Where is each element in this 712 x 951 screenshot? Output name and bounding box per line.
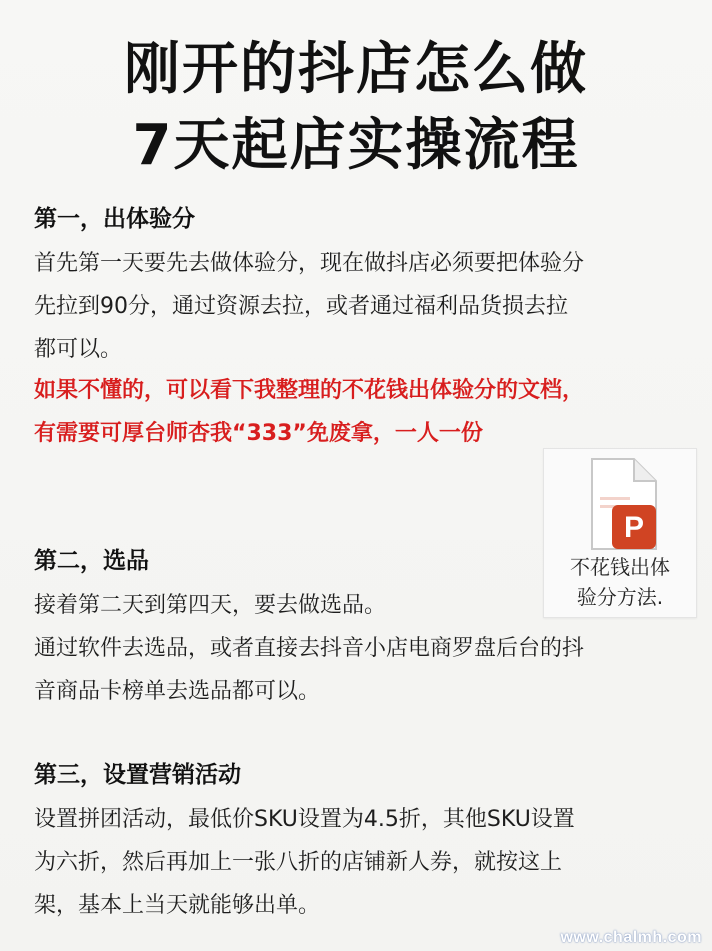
site-watermark: www.chalmh.com <box>560 929 702 946</box>
attachment-name-line2: 验分方法. <box>576 585 664 609</box>
attachment-file-card[interactable] <box>543 448 697 618</box>
section1-line-3: 都可以。 <box>34 337 123 362</box>
powerpoint-letter: P <box>623 511 645 544</box>
section-heading-experience-score: 第一，出体验分 <box>34 206 195 232</box>
section3-line-1: 设置拼团活动，最低价SKU设置为4.5折，其他SKU设置 <box>34 807 575 832</box>
section1-line-1: 首先第一天要先去做体验分，现在做抖店必须要把体验分 <box>34 251 585 276</box>
section2-line-1: 接着第二天到第四天，要去做选品。 <box>34 593 387 618</box>
powerpoint-file-icon <box>582 457 662 553</box>
section1-line-2: 先拉到90分，通过资源去拉，或者通过福利品货损去拉 <box>34 294 568 319</box>
attachment-name-line1: 不花钱出体 <box>570 555 670 579</box>
section-heading-product-selection: 第二，选品 <box>34 548 149 574</box>
page-title-line1: 刚开的抖店怎么做 <box>124 37 588 102</box>
section2-line-3: 音商品卡榜单去选品都可以。 <box>34 679 321 704</box>
section1-highlight-line-2: 有需要可厚台师杏我“333”免废拿，一人一份 <box>34 421 483 446</box>
section3-line-2: 为六折，然后再加上一张八折的店铺新人券，就按这上 <box>34 850 563 875</box>
section-heading-marketing-activity: 第三，设置营销活动 <box>34 762 241 788</box>
section2-line-2: 通过软件去选品，或者直接去抖音小店电商罗盘后台的抖 <box>34 636 585 661</box>
page-title-line2: 7天起店实操流程 <box>132 113 580 178</box>
section1-highlight-line-1: 如果不懂的，可以看下我整理的不花钱出体验分的文档， <box>34 378 585 403</box>
section3-line-3: 架，基本上当天就能够出单。 <box>34 893 321 918</box>
